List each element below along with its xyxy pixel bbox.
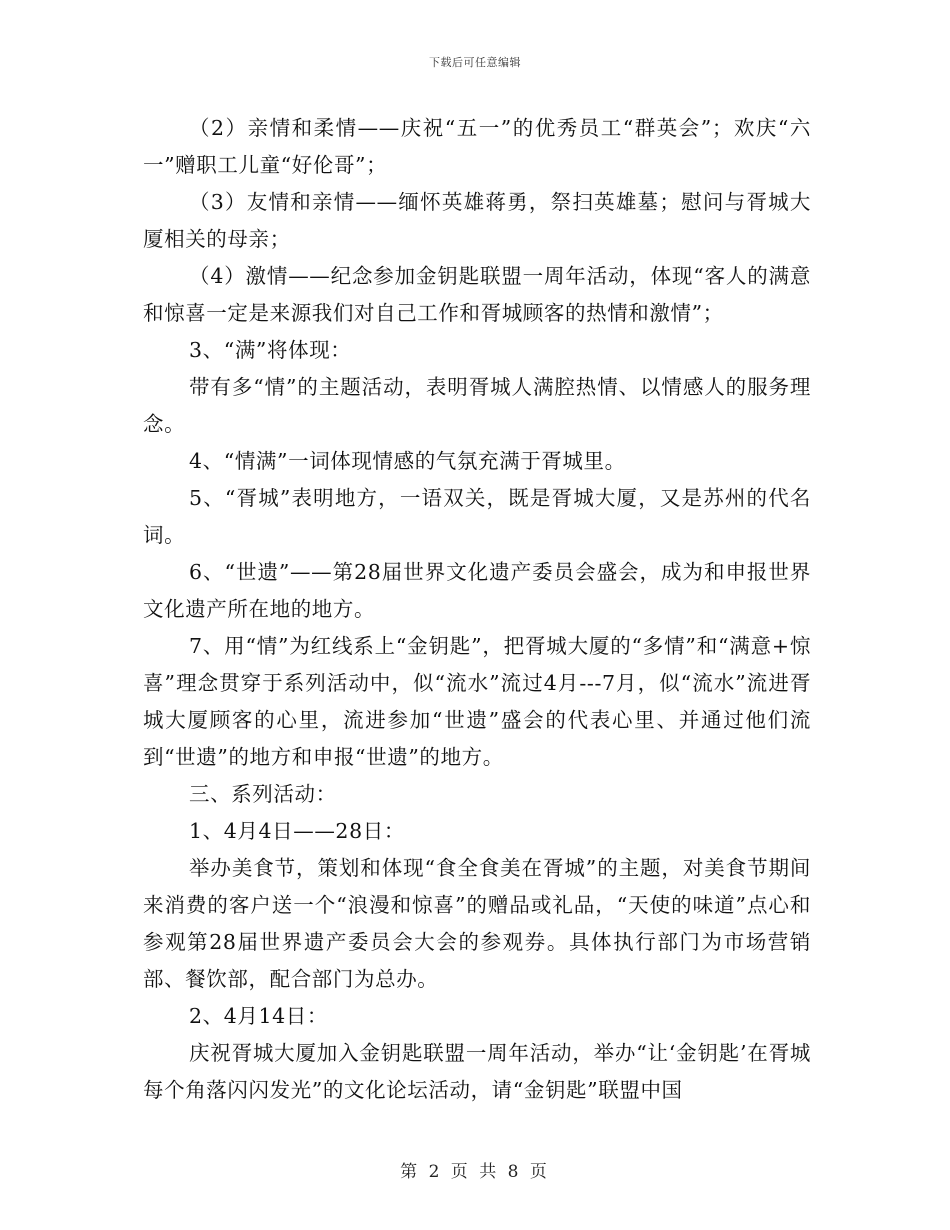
section-6-paragraph: 6、“世遗”——第28届世界文化遗产委员会盛会，成为和申报世界文化遗产所在地的地方。 — [143, 560, 811, 621]
section-7-paragraph: 7、用“情”为红线系上“金钥匙”，把胥城大厦的“多情”和“满意+惊喜”理念贯穿于系列活动中，似“流水”流过4月---7月，似“流水”流进胥城大厦顾客的心里，流进参加“世遗”盛会的代表心里、并通过他们流到“世遗”的地方和申报“世遗”的地方。 — [143, 634, 811, 769]
paragraph-service-concept: 带有多“情”的主题活动，表明胥城人满腔热情、以情感人的服务理念。 — [143, 375, 811, 436]
paragraph-item-3: （3）友情和亲情——缅怀英雄蒋勇，祭扫英雄墓；慰问与胥城大厦相关的母亲； — [143, 190, 811, 251]
section-4-paragraph: 4、“情满”一词体现情感的气氛充满于胥城里。 — [189, 449, 626, 473]
paragraph-item-2: （2）亲情和柔情——庆祝“五一”的优秀员工“群英会”；欢庆“六一”赠职工儿童“好伦哥”； — [143, 116, 811, 177]
activity-2-description: 庆祝胥城大厦加入金钥匙联盟一周年活动，举办“让‘金钥匙’在胥城每个角落闪闪发光”的文化论坛活动，请“金钥匙”联盟中国 — [143, 1041, 811, 1102]
document-body — [143, 110, 811, 1109]
activity-2-date: 2、4月14日： — [189, 1004, 328, 1028]
series-activities-heading: 三、系列活动： — [189, 782, 337, 806]
page-number: 第 2 页 共 8 页 — [400, 1162, 550, 1182]
activity-1-description: 举办美食节，策划和体现“食全食美在胥城”的主题，对美食节期间来消费的客户送一个“浪漫和惊喜”的赠品或礼品，“天使的味道”点心和参观第28届世界遗产委员会大会的参观券。具体执行部门为市场营销部、餐饮部，配合部门为总办。 — [143, 856, 811, 991]
section-3-heading: 3、“满”将体现： — [189, 338, 352, 362]
page-header: 下载后可任意编辑 — [429, 56, 521, 69]
activity-1-date: 1、4月4日——28日： — [189, 819, 405, 843]
paragraph-item-4: （4）激情——纪念参加金钥匙联盟一周年活动，体现“客人的满意和惊喜一定是来源我们对自己工作和胥城顾客的热情和激情”； — [143, 264, 811, 325]
section-5-paragraph: 5、“胥城”表明地方，一语双关，既是胥城大厦，又是苏州的代名词。 — [143, 486, 811, 547]
